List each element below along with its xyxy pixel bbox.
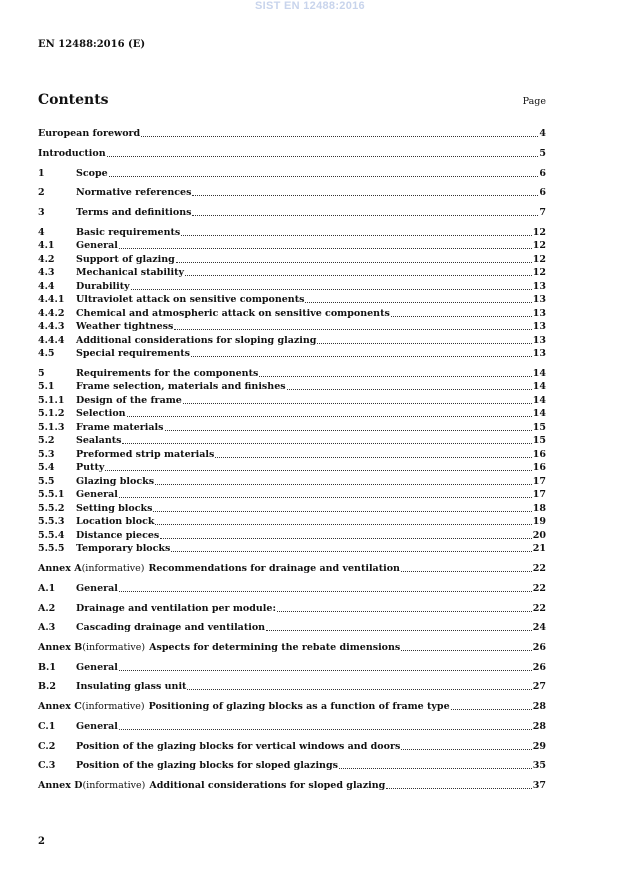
toc-entry[interactable] xyxy=(38,760,546,772)
toc-entry[interactable] xyxy=(38,516,546,528)
dot-leader xyxy=(119,669,532,671)
toc-entry[interactable] xyxy=(38,254,546,266)
dot-leader xyxy=(174,328,531,330)
annex-informative: (informative) xyxy=(82,780,146,791)
toc-entry-title: Temporary blocks xyxy=(76,543,171,554)
toc-entry-title: Position of the glazing blocks for vertical windows and doors xyxy=(76,741,401,752)
toc-entry-title: Introduction xyxy=(38,148,106,159)
toc-entry-number: 5.3 xyxy=(38,449,55,460)
toc-entry-title: General xyxy=(76,662,118,673)
toc-entry-page: 29 xyxy=(532,741,546,752)
toc-entry-title: Scope xyxy=(76,168,108,179)
toc-entry-title: Chemical and atmospheric attack on sensitive components xyxy=(76,308,390,319)
dot-leader xyxy=(401,570,532,572)
toc-entry-number: 4.2 xyxy=(38,254,55,265)
toc-entry[interactable] xyxy=(38,368,546,380)
toc-entry-number: 1 xyxy=(38,168,45,179)
toc-entry-title: Glazing blocks xyxy=(76,476,155,487)
toc-entry-page: 5 xyxy=(539,148,546,159)
toc-entry-title: Recommendations for drainage and ventilation xyxy=(148,563,400,574)
toc-entry[interactable] xyxy=(38,476,546,488)
toc-entry[interactable] xyxy=(38,308,546,320)
toc-entry-page: 28 xyxy=(532,721,546,732)
toc-entry[interactable] xyxy=(38,335,546,347)
dot-leader xyxy=(109,175,539,177)
toc-entry[interactable] xyxy=(38,128,546,140)
toc-entry[interactable] xyxy=(38,187,546,199)
toc-entry-page: 13 xyxy=(532,321,546,332)
dot-leader xyxy=(153,510,531,512)
toc-entry-number: 5.2 xyxy=(38,435,55,446)
dot-leader xyxy=(181,234,532,236)
toc-entry-number: B.1 xyxy=(38,662,56,673)
toc-entry-title: Basic requirements xyxy=(76,227,181,238)
toc-entry[interactable] xyxy=(38,281,546,293)
toc-entry-number: 5.5.2 xyxy=(38,503,65,514)
toc-entry-number: C.3 xyxy=(38,760,56,771)
dot-leader xyxy=(107,155,539,157)
toc-entry-page: 18 xyxy=(532,503,546,514)
annex-label: Annex B xyxy=(38,642,83,653)
toc-entry-title: Putty xyxy=(76,462,105,473)
toc-entry[interactable] xyxy=(38,489,546,501)
toc-entry-page: 7 xyxy=(539,207,546,218)
page-column-label: Page xyxy=(522,96,546,107)
toc-entry[interactable] xyxy=(38,240,546,252)
toc-entry-number: 5.1.1 xyxy=(38,395,65,406)
toc-entry-number: 4.4.2 xyxy=(38,308,65,319)
dot-leader xyxy=(185,274,532,276)
toc-entry-number: 4.5 xyxy=(38,348,55,359)
toc-entry-title: Design of the frame xyxy=(76,395,182,406)
toc-entry-page: 12 xyxy=(532,240,546,251)
toc-entry-title: Positioning of glazing blocks as a function of frame type xyxy=(148,701,450,712)
dot-leader xyxy=(119,496,532,498)
toc-entry-page: 13 xyxy=(532,308,546,319)
dot-leader xyxy=(119,590,532,592)
toc-entry-title: Additional considerations for sloping glazing xyxy=(76,335,317,346)
toc-annex-entry[interactable] xyxy=(38,563,546,575)
toc-entry-page: 16 xyxy=(532,462,546,473)
toc-entry[interactable] xyxy=(38,721,546,733)
toc-entry-title: General xyxy=(76,583,118,594)
toc-entry-page: 12 xyxy=(532,227,546,238)
toc-entry-page: 6 xyxy=(539,187,546,198)
toc-entry[interactable] xyxy=(38,583,546,595)
toc-entry-title: Ultraviolet attack on sensitive components xyxy=(76,294,305,305)
toc-entry-page: 37 xyxy=(532,780,546,791)
contents-heading: Contents xyxy=(38,92,109,108)
dot-leader xyxy=(176,261,532,263)
dot-leader xyxy=(191,355,532,357)
toc-entry-number: 5.1 xyxy=(38,381,55,392)
toc-annex-entry[interactable] xyxy=(38,780,546,792)
toc-entry[interactable] xyxy=(38,462,546,474)
toc-entry-title: Drainage and ventilation per module: xyxy=(76,603,276,614)
dot-leader xyxy=(187,688,531,690)
annex-informative: (informative) xyxy=(81,701,145,712)
toc-entry-title: General xyxy=(76,489,118,500)
toc-entry[interactable] xyxy=(38,603,546,615)
toc-entry-title: General xyxy=(76,240,118,251)
toc-entry[interactable] xyxy=(38,207,546,219)
dot-leader xyxy=(401,649,531,651)
toc-entry[interactable] xyxy=(38,435,546,447)
toc-entry-number: 4.4.1 xyxy=(38,294,65,305)
toc-entry-number: 5.1.2 xyxy=(38,408,65,419)
toc-entry[interactable] xyxy=(38,148,546,160)
dot-leader xyxy=(266,629,532,631)
toc-entry-title: Weather tightness xyxy=(76,321,174,332)
toc-entry-page: 19 xyxy=(532,516,546,527)
annex-informative: (informative) xyxy=(81,563,145,574)
toc-entry-page: 14 xyxy=(532,368,546,379)
toc-entry-title: General xyxy=(76,721,118,732)
toc-entry-title: Location block xyxy=(76,516,155,527)
toc-entry-number: 5.5.5 xyxy=(38,543,65,554)
toc-entry-page: 6 xyxy=(539,168,546,179)
toc-entry-title: Durability xyxy=(76,281,130,292)
annex-label: Annex C xyxy=(38,701,82,712)
dot-leader xyxy=(183,402,532,404)
annex-label: Annex D xyxy=(38,780,83,791)
toc-entry-page: 22 xyxy=(532,603,546,614)
toc-entry-title: Position of the glazing blocks for sloped glazings xyxy=(76,760,338,771)
toc-entry[interactable] xyxy=(38,168,546,180)
toc-entry-title: Additional considerations for sloped glazing xyxy=(149,780,386,791)
toc-entry-title: Frame selection, materials and finishes xyxy=(76,381,286,392)
toc-entry-page: 15 xyxy=(532,422,546,433)
toc-entry[interactable] xyxy=(38,741,546,753)
dot-leader xyxy=(105,469,531,471)
toc-annex-entry[interactable] xyxy=(38,701,546,713)
toc-entry[interactable] xyxy=(38,321,546,333)
toc-entry-number: 4.1 xyxy=(38,240,55,251)
toc-entry-title: Cascading drainage and ventilation xyxy=(76,622,266,633)
dot-leader xyxy=(192,194,538,196)
toc-entry-title: Support of glazing xyxy=(76,254,175,265)
toc-entry-title: Mechanical stability xyxy=(76,267,185,278)
toc-entry[interactable] xyxy=(38,662,546,674)
toc-entry[interactable] xyxy=(38,267,546,279)
document-code: EN 12488:2016 (E) xyxy=(38,39,146,50)
toc-entry[interactable] xyxy=(38,395,546,407)
toc-entry-number: 5.4 xyxy=(38,462,55,473)
toc-entry-page: 14 xyxy=(532,381,546,392)
toc-entry-title: European foreword xyxy=(38,128,141,139)
toc-entry[interactable] xyxy=(38,422,546,434)
toc-entry-title: Setting blocks xyxy=(76,503,153,514)
toc-entry-number: 3 xyxy=(38,207,45,218)
dot-leader xyxy=(171,550,531,552)
dot-leader xyxy=(119,247,532,249)
toc-entry-title: Selection xyxy=(76,408,126,419)
toc-entry-title: Aspects for determining the rebate dimensions xyxy=(149,642,401,653)
toc-entry-page: 4 xyxy=(539,128,546,139)
toc-entry-number: B.2 xyxy=(38,681,56,692)
dot-leader xyxy=(339,767,532,769)
dot-leader xyxy=(259,375,531,377)
toc-entry-page: 14 xyxy=(532,408,546,419)
dot-leader xyxy=(192,214,538,216)
toc-entry-number: A.2 xyxy=(38,603,56,614)
toc-entry-title: Terms and definitions xyxy=(76,207,192,218)
toc-entry-number: 5.5.3 xyxy=(38,516,65,527)
dot-leader xyxy=(391,315,532,317)
toc-entry-page: 26 xyxy=(532,642,546,653)
toc-entry-page: 13 xyxy=(532,294,546,305)
dot-leader xyxy=(386,787,532,789)
toc-entry-page: 22 xyxy=(532,563,546,574)
toc-entry-title: Frame materials xyxy=(76,422,164,433)
dot-leader xyxy=(160,537,532,539)
toc-entry-page: 13 xyxy=(532,335,546,346)
toc-entry-page: 12 xyxy=(532,267,546,278)
toc-entry[interactable] xyxy=(38,449,546,461)
toc-entry-number: 4.4 xyxy=(38,281,55,292)
toc-entry-title: Normative references xyxy=(76,187,192,198)
toc-entry-number: C.2 xyxy=(38,741,56,752)
toc-entry[interactable] xyxy=(38,408,546,420)
toc-entry-page: 17 xyxy=(532,476,546,487)
toc-entry-page: 15 xyxy=(532,435,546,446)
toc-entry[interactable] xyxy=(38,294,546,306)
toc-entry-title: Requirements for the components xyxy=(76,368,259,379)
toc-entry-page: 13 xyxy=(532,348,546,359)
dot-leader xyxy=(215,456,531,458)
toc-entry-page: 24 xyxy=(532,622,546,633)
toc-entry-title: Sealants xyxy=(76,435,122,446)
toc-entry-page: 12 xyxy=(532,254,546,265)
toc-entry-page: 22 xyxy=(532,583,546,594)
toc-entry-page: 13 xyxy=(532,281,546,292)
dot-leader xyxy=(317,342,531,344)
toc-entry[interactable] xyxy=(38,503,546,515)
toc-entry[interactable] xyxy=(38,530,546,542)
dot-leader xyxy=(401,748,531,750)
toc-entry-page: 21 xyxy=(532,543,546,554)
toc-entry[interactable] xyxy=(38,381,546,393)
dot-leader xyxy=(305,301,531,303)
toc-entry-page: 35 xyxy=(532,760,546,771)
toc-entry-number: 5.5.1 xyxy=(38,489,65,500)
toc-entry-number: 4.4.4 xyxy=(38,335,65,346)
dot-leader xyxy=(287,388,532,390)
dot-leader xyxy=(141,135,538,137)
dot-leader xyxy=(277,610,532,612)
toc-entry-title: Insulating glass unit xyxy=(76,681,187,692)
toc-entry-number: 5 xyxy=(38,368,45,379)
toc-entry-page: 27 xyxy=(532,681,546,692)
toc-entry-title: Preformed strip materials xyxy=(76,449,215,460)
dot-leader xyxy=(155,483,532,485)
toc-entry-number: 5.5 xyxy=(38,476,55,487)
toc-entry[interactable] xyxy=(38,681,546,693)
toc-entry-number: C.1 xyxy=(38,721,56,732)
toc-entry-page: 20 xyxy=(532,530,546,541)
dot-leader xyxy=(131,288,532,290)
toc-entry-number: 4.4.3 xyxy=(38,321,65,332)
toc-entry[interactable] xyxy=(38,543,546,555)
toc-entry-page: 26 xyxy=(532,662,546,673)
toc-entry[interactable] xyxy=(38,348,546,360)
toc-entry-title: Special requirements xyxy=(76,348,191,359)
toc-entry-page: 28 xyxy=(532,701,546,712)
dot-leader xyxy=(451,708,532,710)
dot-leader xyxy=(127,415,532,417)
toc-entry-number: 2 xyxy=(38,187,45,198)
toc-annex-entry[interactable] xyxy=(38,642,546,654)
dot-leader xyxy=(155,523,531,525)
toc-entry[interactable] xyxy=(38,227,546,239)
toc-entry[interactable] xyxy=(38,622,546,634)
toc-entry-page: 14 xyxy=(532,395,546,406)
toc-entry-page: 16 xyxy=(532,449,546,460)
dot-leader xyxy=(165,429,532,431)
dot-leader xyxy=(119,728,532,730)
toc-entry-number: 5.1.3 xyxy=(38,422,65,433)
toc-entry-page: 17 xyxy=(532,489,546,500)
toc-entry-title: Distance pieces xyxy=(76,530,160,541)
watermark: SIST EN 12488:2016 xyxy=(255,0,365,12)
annex-label: Annex A xyxy=(38,563,82,574)
toc-entry-number: A.3 xyxy=(38,622,56,633)
page-number: 2 xyxy=(38,836,45,847)
dot-leader xyxy=(122,442,531,444)
toc-entry-number: 4.3 xyxy=(38,267,55,278)
toc-entry-number: 5.5.4 xyxy=(38,530,65,541)
annex-informative: (informative) xyxy=(82,642,146,653)
toc-entry-number: A.1 xyxy=(38,583,56,594)
toc-entry-number: 4 xyxy=(38,227,45,238)
